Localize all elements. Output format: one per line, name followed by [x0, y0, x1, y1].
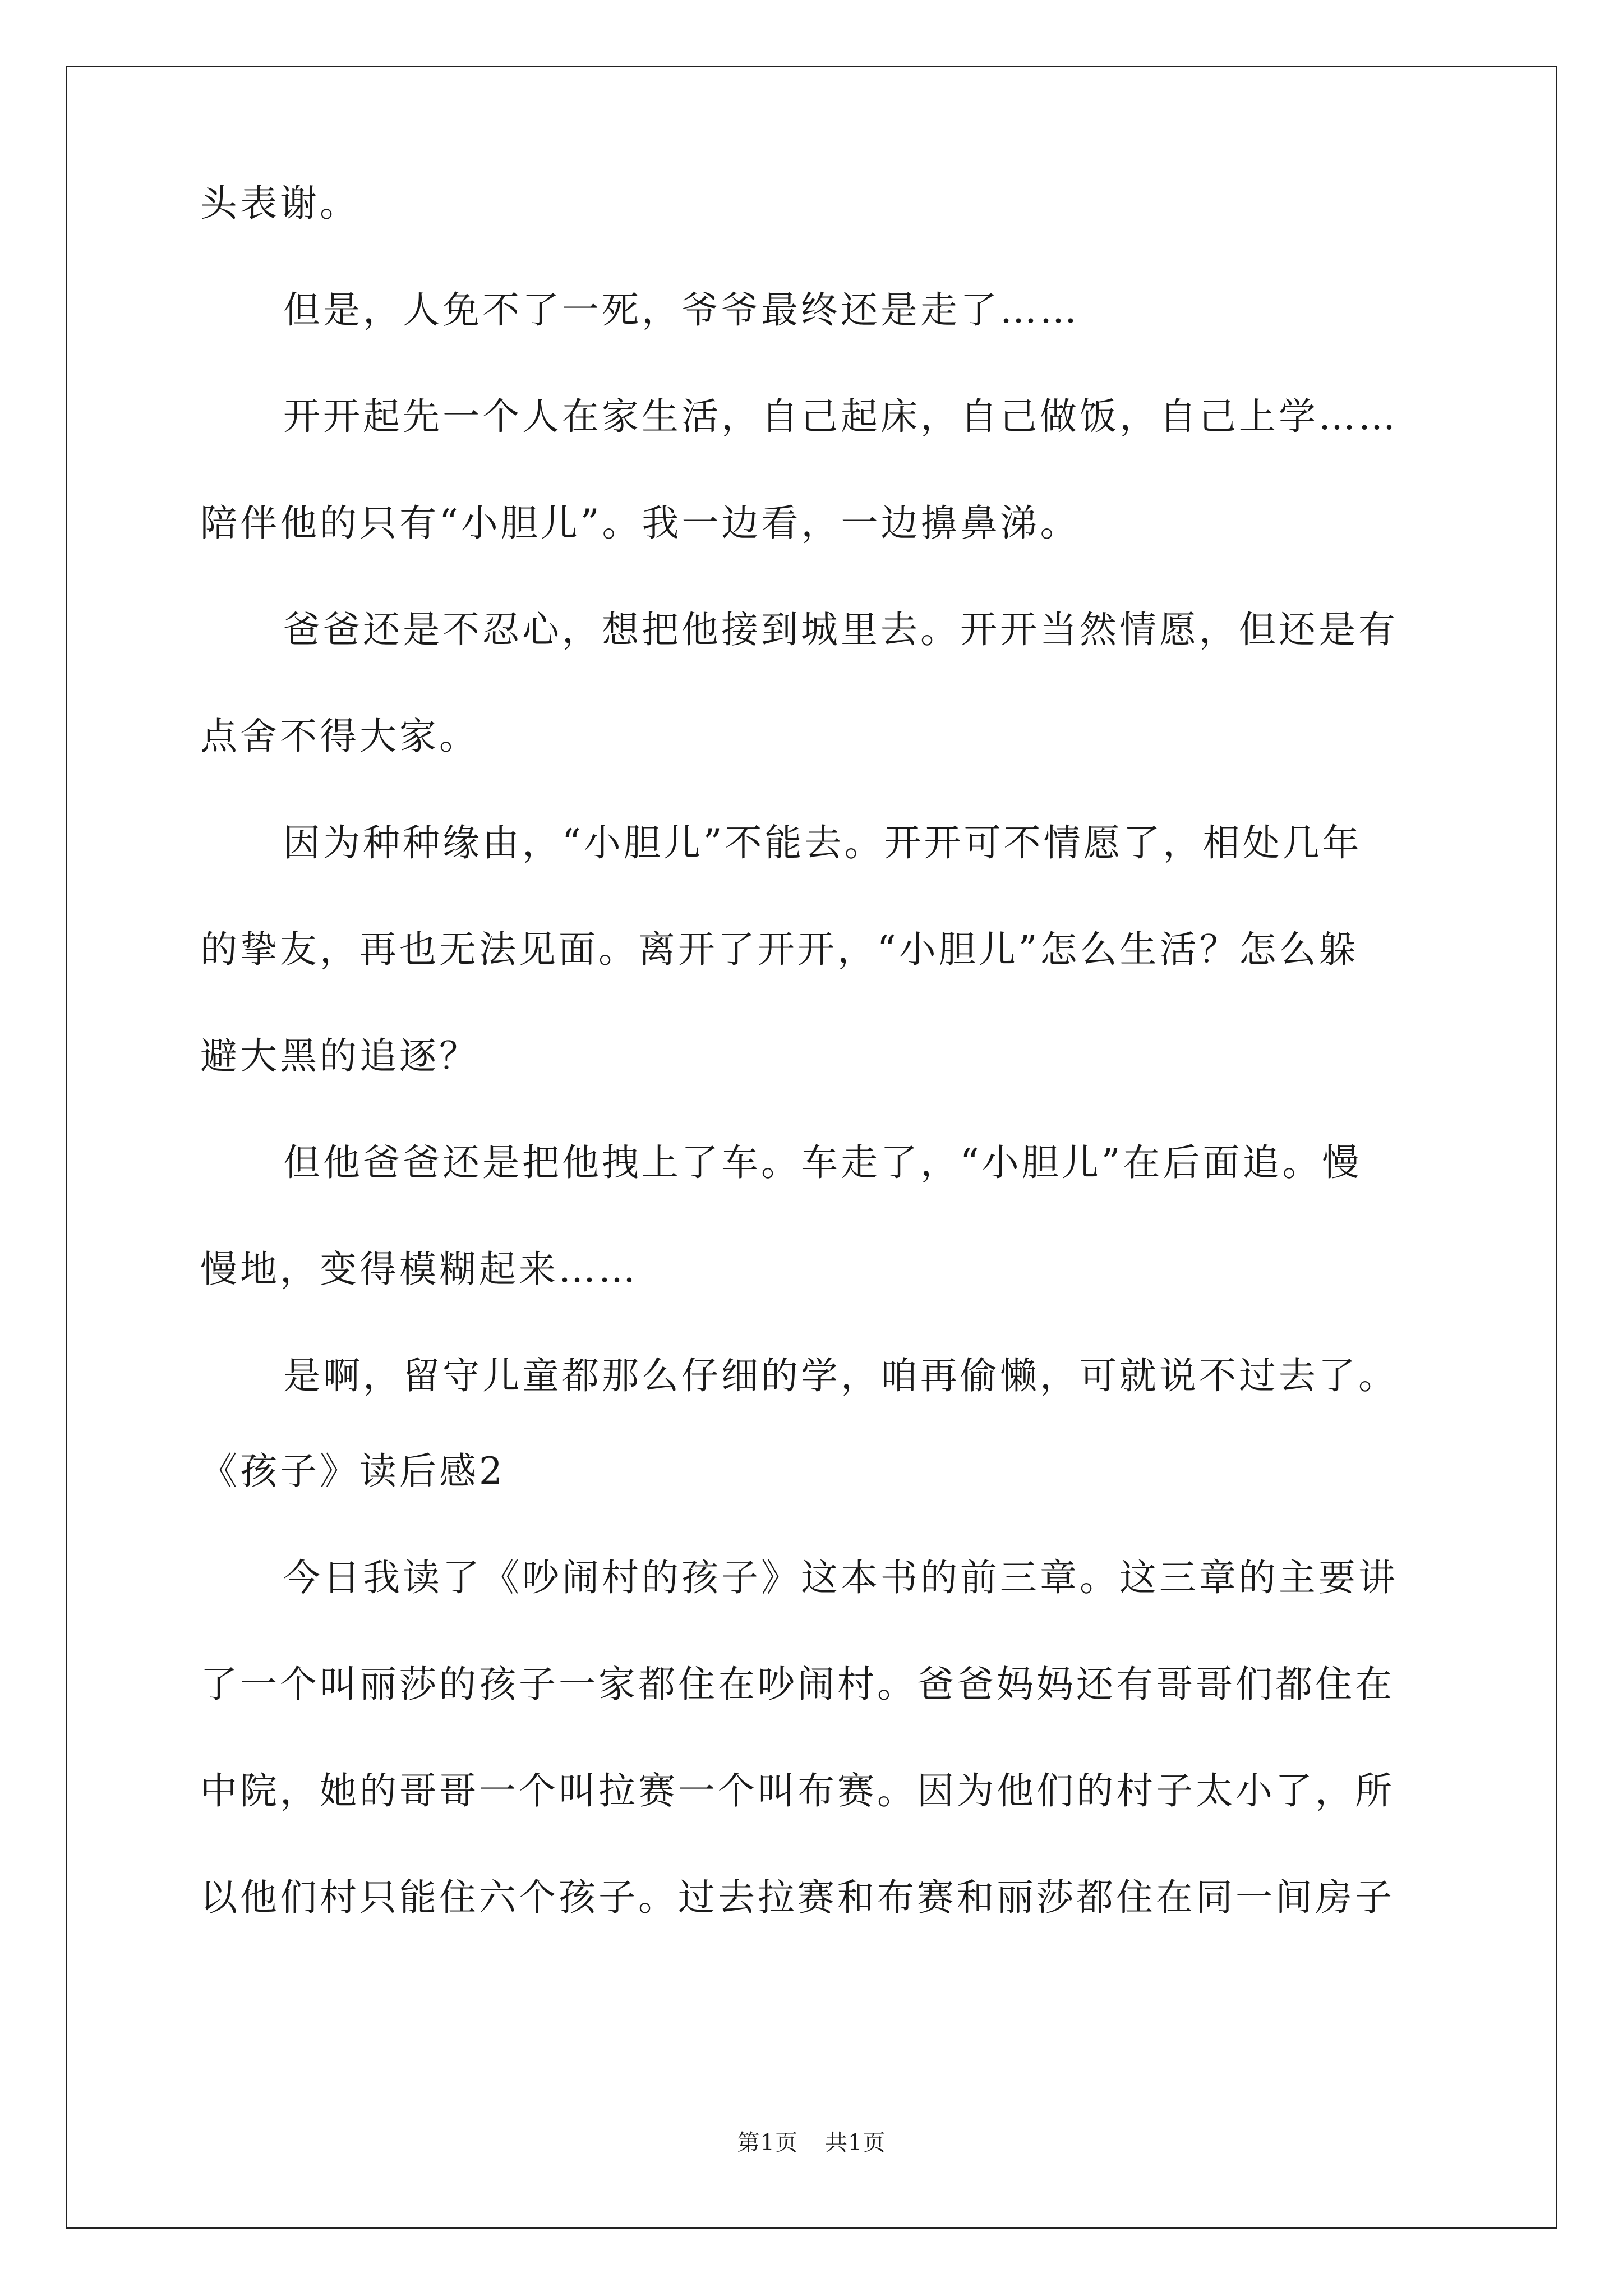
page-number-total: 共1页 [825, 2130, 886, 2156]
page-number-current: 第1页 [737, 2130, 798, 2156]
text-line: 的挚友，再也无法见面。离开了开开，“小胆儿”怎么生活？怎么躲 [200, 928, 1359, 971]
text-line: 今日我读了《吵闹村的孩子》这本书的前三章。这三章的主要讲 [283, 1556, 1398, 1599]
page-footer [0, 2125, 1623, 2157]
text-line: 因为种种缘由，“小胆儿”不能去。开开可不情愿了，相处几年 [283, 821, 1362, 864]
text-line: 但他爸爸还是把他拽上了车。车走了，“小胆儿”在后面追。慢 [283, 1141, 1362, 1184]
text-line: 爸爸还是不忍心，想把他接到城里去。开开当然情愿，但还是有 [283, 608, 1398, 651]
text-line: 是啊，留守儿童都那么仔细的学，咱再偷懒，可就说不过去了。 [283, 1354, 1398, 1397]
text-line: 中院，她的哥哥一个叫拉赛一个叫布赛。因为他们的村子太小了，所 [200, 1769, 1395, 1812]
text-line: 以他们村只能住六个孩子。过去拉赛和布赛和丽莎都住在同一间房子 [200, 1876, 1395, 1919]
text-line: 了一个叫丽莎的孩子一家都住在吵闹村。爸爸妈妈还有哥哥们都住在 [200, 1663, 1395, 1706]
text-line: 慢地，变得模糊起来…… [200, 1248, 638, 1291]
text-line: 开开起先一个人在家生活，自己起床，自己做饭，自己上学…… [283, 395, 1398, 438]
text-line: 头表谢。 [200, 182, 359, 225]
section-heading: 《孩子》读后感2 [200, 1450, 505, 1493]
text-line: 陪伴他的只有“小胆儿”。我一边看，一边擤鼻涕。 [200, 501, 1080, 545]
text-line: 点舍不得大家。 [200, 715, 479, 758]
text-line: 但是，人免不了一死，爷爷最终还是走了…… [283, 288, 1080, 332]
text-line: 避大黑的追逐？ [200, 1034, 479, 1078]
